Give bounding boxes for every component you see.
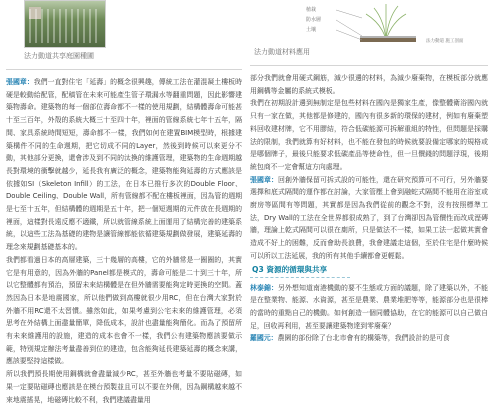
right-paragraph-3: 張國章：回創外牆保留可拆式設的可能性，還在研究預算可不可行，另外牆要選擇和底式隔間的運作都在討論，大家管壓上會到融蛇式隔間不能用在浴室或廚房等區間有等問題，其實都是因為我們從前的觀念不對，沒有按照標準工法，Dry Wall的工法在全世界都很成熟了，到了台灣卻因為管價性而改成溼磚牆，理論上乾式隔間可以很在廁所，只是做法不一樣，如果工法一起做其實會造成不好上的困難，反而會助長浪費，我會建議走這個，至於住宅是什麼時候可以所以工法延展，我的所有其他手續都會更輕鬆。 [250,175,488,260]
left-paragraph-1: 張國章：我們一直對住宅「延壽」的概念很興趣，傳統工法在灌混凝土樓板時硬是較動給配管，配稿管在未來可能產生管子環漏水等翻重問題，因此影響建築物壽命。建築物的每一個部位壽命都不一樣的使用規劃，結構體壽命可能甚十至三百年，外殼的系統大概三十至四十年，裡面的管線系統七年十五年，隔間、家具系統時間短短，壽命都不一樣，我們如何在建置BIM模型時，根據建築構件不同的生命週期，把它切成不同的Layer，然後到時候可以來更分不動，其他部分更換，還會涉及到不同的汰換的維護管理，建築物的生命週期越長對環境的衝擊就越少，延長我有廣泛的概念，建築物能夠延壽的方式應該是依據如SI（Skeleton Infill）的工法，在日本已推行多次的Double Floor、Double Ceiling、Double Wall，所有管線都不配在樓板裡面，因為管的週期是七至十五年，但結構體的週期是五十年，把一個短週期的元件放在長週期的裡面，這樣對長遠反應不適鐵，所以就管線系統上面運用了結構完善的建築系統，以這些工法為基礎的建物是讓管線都能依循建築規劃做發展，建築延壽的理念來規劃基礎基本的。 [6,78,243,252]
diagram-label-3: 土壤 [306,27,317,33]
soil-layer [360,38,416,42]
left-column [6,0,242,406]
plant-illustration [366,4,406,40]
diagram-corner-label: 法力動道 施工剖面 [426,39,464,44]
right-column [250,0,488,345]
section-heading-q3: Q3 資源的循環與共享 [250,263,350,278]
right-paragraph-5: 羅國元：農園的部份除了台北市會有的構築等，我們設計的是可食 [250,334,450,343]
garden-photo [24,0,106,48]
diagram-label-1: 植栽 [306,7,317,13]
diagram-label-2: 防水層 [306,17,322,23]
left-figure-caption: 法力動道共享庭園種圃 [24,52,94,60]
right-figure-caption: 法力動道材料應用 [254,48,310,56]
right-paragraph-2: 我們在初期設計邊到無制定是包些材料在國內是獨家生產，像整體衛浴國內就只有一家在做，其他都是修建的，國內有很多新的環保的建材，例如有廢棄塑料回收建材牌，它不用膠結，符合低碳能源可拆解重組的特性，但問題是採購法的限制，我們就算有好材料，也不能在發包的時候就要設備定哪家的規格或是哪個牌子，最後只能要求低碳產品等使命性，但一旦價錢的問題浮現，後期統包商不一定會幫這方向處理。 [250,99,488,171]
left-paragraph-2: 我們都看過日本的高層建築，三十幾層的高樓，它的外牆常是一圈圈的，其實它是有用意的，因為外牆的Panel都是模式的，壽命可能是二十到三十年，所以它整體都有預治，預留未來結構體是在但外牆需要能夠定時更換的空間。蓋然因為日本是地震國家，所以他們做到高樓就很少用RC，但在台灣大家對於外牆不用RC還不太習慣。雖然如此，如果考慮到公宅未來的維護管理，必須思考在外結構上面盡量簡單，降低成本，設計也盡量能夠簡化。而為了預留所有未來維護用的設施，建造的成本也會不一樣，我們公有建築物應該要做示範，特別規定辦法考量盡善到位的建造，包含能夠延長建築延壽的概念來講，應該要堅持這樣做。 [6,255,242,366]
photo-planting-rows [29,9,101,43]
left-paragraph-3: 所以我們預長期使用鋼構就會盡量減少RC，甚至外牆也考量不要貼磁磚，如果一定要貼磁磚也應該是在模台預製並且可以不要在外側，因為鋼構越來越不來地震搖晃，地磁磚比較不利，我們建議盡量用 [6,370,242,404]
material-diagram [266,0,464,44]
right-divider [250,65,488,66]
speaker-name: 羅國元： [250,334,278,343]
waterproof-layer [360,36,416,38]
right-paragraph-1: 部分我們就會用硬式鋼筋，減少很邊的材料，為減少廢棄物，在模板部分就應用鋼構等金屬的系統式模板。 [250,74,488,95]
speaker-name: 張國章： [6,78,34,86]
speaker-name: 張國章： [250,175,279,184]
left-divider [6,69,242,70]
material-diagram-svg [266,0,464,44]
right-paragraph-4: 林泰錦：另外想知道南港機動的要不生態或方面的議題，除了建築以外，不能是在整業物、能源、水資源，甚至是農業、農業堆肥等等，能源部分也是很棒的當時的重點自己的機動。如何創造一個同體協助，在它的能源可以自己做自足，回收再利用，甚至要讓建築物達到零廢棄？ [250,283,488,330]
speaker-name: 林泰錦： [250,283,279,292]
